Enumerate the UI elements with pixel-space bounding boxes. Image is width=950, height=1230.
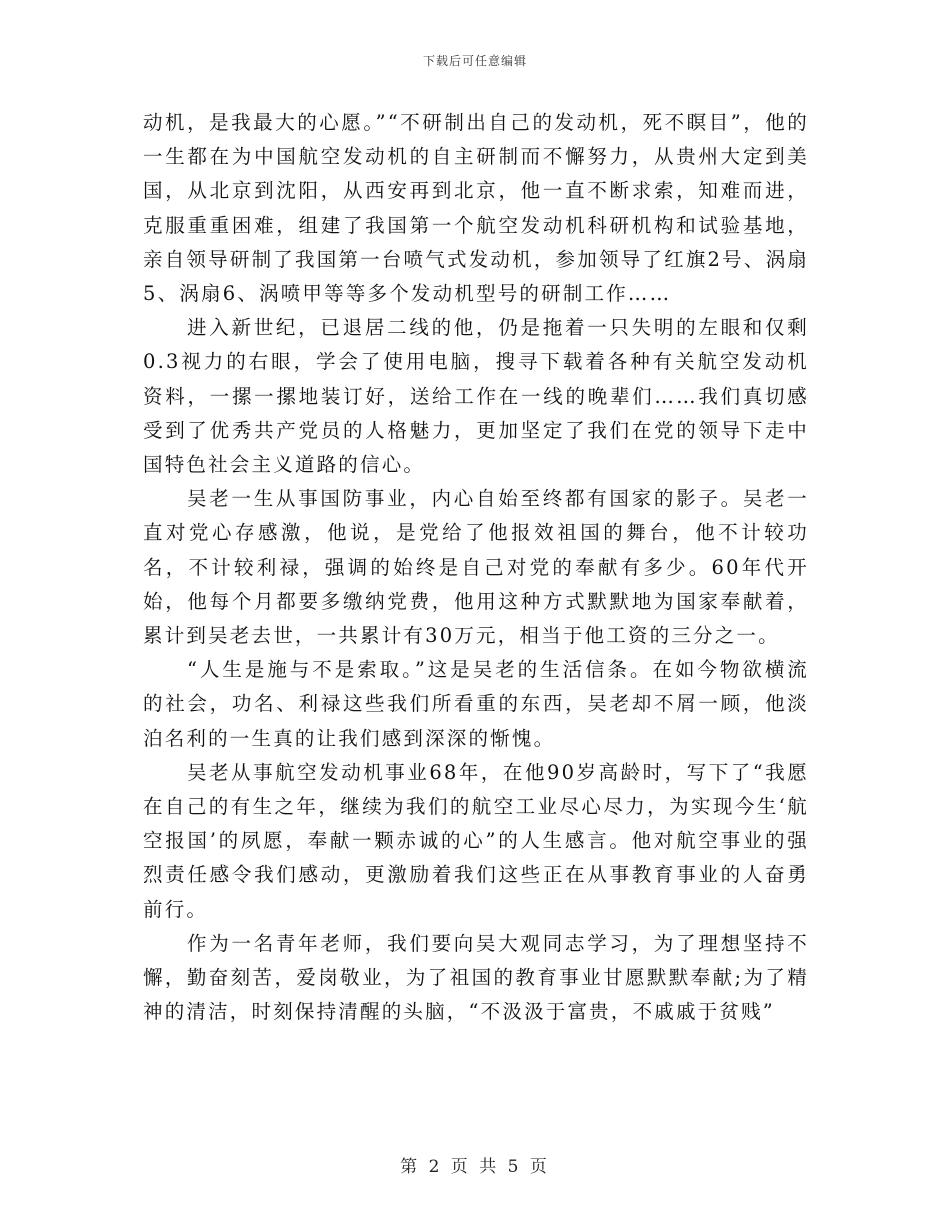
page-header: 下载后可任意编辑 bbox=[422, 54, 527, 68]
paragraph-continued: 动机，是我最大的心愿。”“不研制出自己的发动机，死不瞑目”，他的一生都在为中国航空发动机的自主研制而不懈努力，从贵州大定到美国，从北京到沈阳，从西安再到北京，他一直不断求索，知难而进，克服重重困难，组建了我国第一个航空发动机科研机构和试验基地，亲自领导研制了我国第一台喷气式发动机，参加领导了红旗2号、涡扇5、涡扇6、涡喷甲等等多个发动机型号的研制工作…… bbox=[143, 111, 809, 306]
paragraph: “人生是施与不是索取。”这是吴老的生活信条。在如今物欲横流的社会，功名、利禄这些我们所看重的东西，吴老却不屑一顾，他淡泊名利的一生真的让我们感到深深的惭愧。 bbox=[143, 658, 809, 750]
paragraph: 吴老从事航空发动机事业68年，在他90岁高龄时，写下了“我愿在自己的有生之年，继续为我们的航空工业尽心尽力，为实现今生‘航空报国’的夙愿，奉献一颗赤诚的心”的人生感言。他对航空事业的强烈责任感令我们感动，更激励着我们这些正在从事教育事业的人奋勇前行。 bbox=[143, 760, 809, 921]
document-body bbox=[143, 106, 809, 1029]
paragraph: 进入新世纪，已退居二线的他，仍是拖着一只失明的左眼和仅剩0.3视力的右眼，学会了使用电脑，搜寻下载着各种有关航空发动机资料，一摞一摞地装订好，送给工作在一线的晚辈们……我们真切感受到了优秀共产党员的人格魅力，更加坚定了我们在党的领导下走中国特色社会主义道路的信心。 bbox=[143, 316, 809, 477]
page-number: 第 2 页 共 5 页 bbox=[400, 1157, 550, 1177]
paragraph: 吴老一生从事国防事业，内心自始至终都有国家的影子。吴老一直对党心存感激，他说，是党给了他报效祖国的舞台，他不计较功名，不计较利禄，强调的始终是自己对党的奉献有多少。60年代开始，他每个月都要多缴纳党费，他用这种方式默默地为国家奉献着，累计到吴老去世，一共累计有30万元，相当于他工资的三分之一。 bbox=[143, 487, 809, 648]
paragraph: 作为一名青年老师，我们要向吴大观同志学习，为了理想坚持不懈，勤奋刻苦，爱岗敬业，为了祖国的教育事业甘愿默默奉献;为了精神的清洁，时刻保持清醒的头脑，“不汲汲于富贵，不戚戚于贫贱” bbox=[143, 931, 809, 1024]
